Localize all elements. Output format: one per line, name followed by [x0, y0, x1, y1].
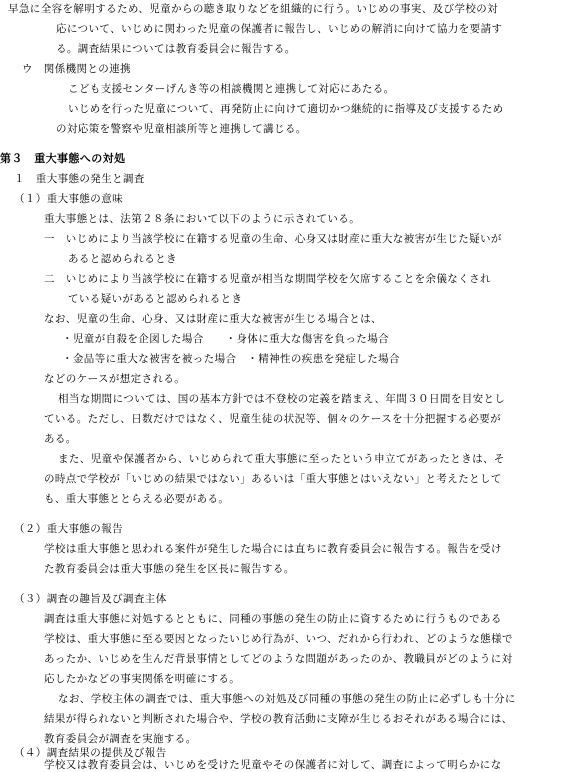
- text-line: も、重大事態ととらえる必要がある。: [44, 493, 230, 505]
- text-line: あると認められるとき: [68, 253, 177, 265]
- text-line: なお、児童の生命、心身、又は財産に重大な被害が生じる場合とは、: [44, 313, 382, 325]
- text-line: る。調査結果については教育委員会に報告する。: [56, 43, 296, 55]
- text-line: こども支援センターげんき等の相談機関と連携して対応にあたる。: [68, 83, 395, 95]
- text-line: なお、学校主体の調査では、重大事態への対処及び同種の事態の発生の防止に必ずしも十分に: [58, 693, 516, 705]
- chapter-heading: 第３ 重大事態への対処: [0, 152, 126, 165]
- text-line: 結果が得られないと判断された場合や、学校の教育活動に支障が生じるおそれがある場合には、: [44, 713, 513, 725]
- text-line: 学校又は教育委員会は、いじめを受けた児童やその保護者に対して、調査によって明らかにな: [44, 759, 502, 771]
- text-line: 学校は、重大事態に至る要因となったいじめ行為が、いつ、だれから行われ、どのような態様で: [44, 633, 513, 645]
- subsection-heading: （３）調査の趣旨及び調査主体: [14, 593, 167, 605]
- text-line: た教育委員会は重大事態の発生を区長に報告する。: [44, 563, 295, 575]
- list-item: 一 いじめにより当該学校に在籍する児童の生命、心身又は財産に重大な被害が生じた疑いが: [44, 233, 502, 245]
- text-line: などのケースが想定される。: [44, 373, 186, 385]
- text-line: の対応策を警察や児童相談所等と連携して講じる。: [56, 123, 307, 135]
- text-line: 重大事態とは、法第２８条において以下のように示されている。: [44, 213, 361, 225]
- text-line: 応したかなどの事実関係を明確にする。: [44, 673, 241, 685]
- text-line: 応について、いじめに関わった児童の保護者に報告し、いじめの解消に向けて協力を要請す: [56, 23, 503, 35]
- section-heading: ウ 関係機関との連携: [22, 63, 131, 75]
- text-line: 教育委員会が調査を実施する。: [44, 733, 197, 745]
- text-line: 早急に全容を解明するため、児童からの聴き取りなどを組織的に行う。いじめの事実、及び学校の対: [8, 3, 499, 15]
- subsection-heading: （１）重大事態の意味: [14, 193, 123, 205]
- text-line: 調査は重大事態に対処するとともに、同種の事態の発生の防止に資するために行うものである: [44, 613, 502, 625]
- text-line: ている疑いがあると認められるとき: [68, 293, 243, 305]
- bullet-item: ・児童が自殺を企図した場合 ・身体に重大な傷害を負った場合: [62, 333, 389, 345]
- text-line: 学校は重大事態と思われる案件が発生した場合には直ちに教育委員会に報告する。報告を受け: [44, 543, 502, 555]
- text-line: 相当な期間については、国の基本方針では不登校の定義を踏まえ、年間３０日間を目安とし: [58, 393, 506, 405]
- text-line: いじめを行った児童について、再発防止に向けて適切かつ継続的に指導及び支援するため: [68, 103, 504, 115]
- list-item: 二 いじめにより当該学校に在籍する児童が相当な期間学校を欠席することを余儀なくされ: [44, 273, 491, 285]
- text-line: ある。: [44, 433, 77, 445]
- subsection-heading: （４）調査結果の提供及び報告: [14, 747, 167, 759]
- section-heading: １ 重大事態の発生と調査: [14, 173, 145, 185]
- subsection-heading: （２）重大事態の報告: [14, 523, 123, 535]
- text-line: あったか、いじめを生んだ背景事情としてどのような問題があったのか、教職員がどのように対: [44, 653, 513, 665]
- text-line: また、児童や保護者から、いじめられて重大事態に至ったという申立てがあったときは、そ: [58, 453, 505, 465]
- text-line: ている。ただし、日数だけではなく、児童生徒の状況等、個々のケースを十分把握する必要が: [44, 413, 502, 425]
- text-line: の時点で学校が「いじめの結果ではない」あるいは「重大事態とはいえない」と考えたとして: [44, 473, 502, 485]
- bullet-item: ・金品等に重大な被害を被った場合 ・精神性の疾患を発症した場合: [62, 353, 400, 365]
